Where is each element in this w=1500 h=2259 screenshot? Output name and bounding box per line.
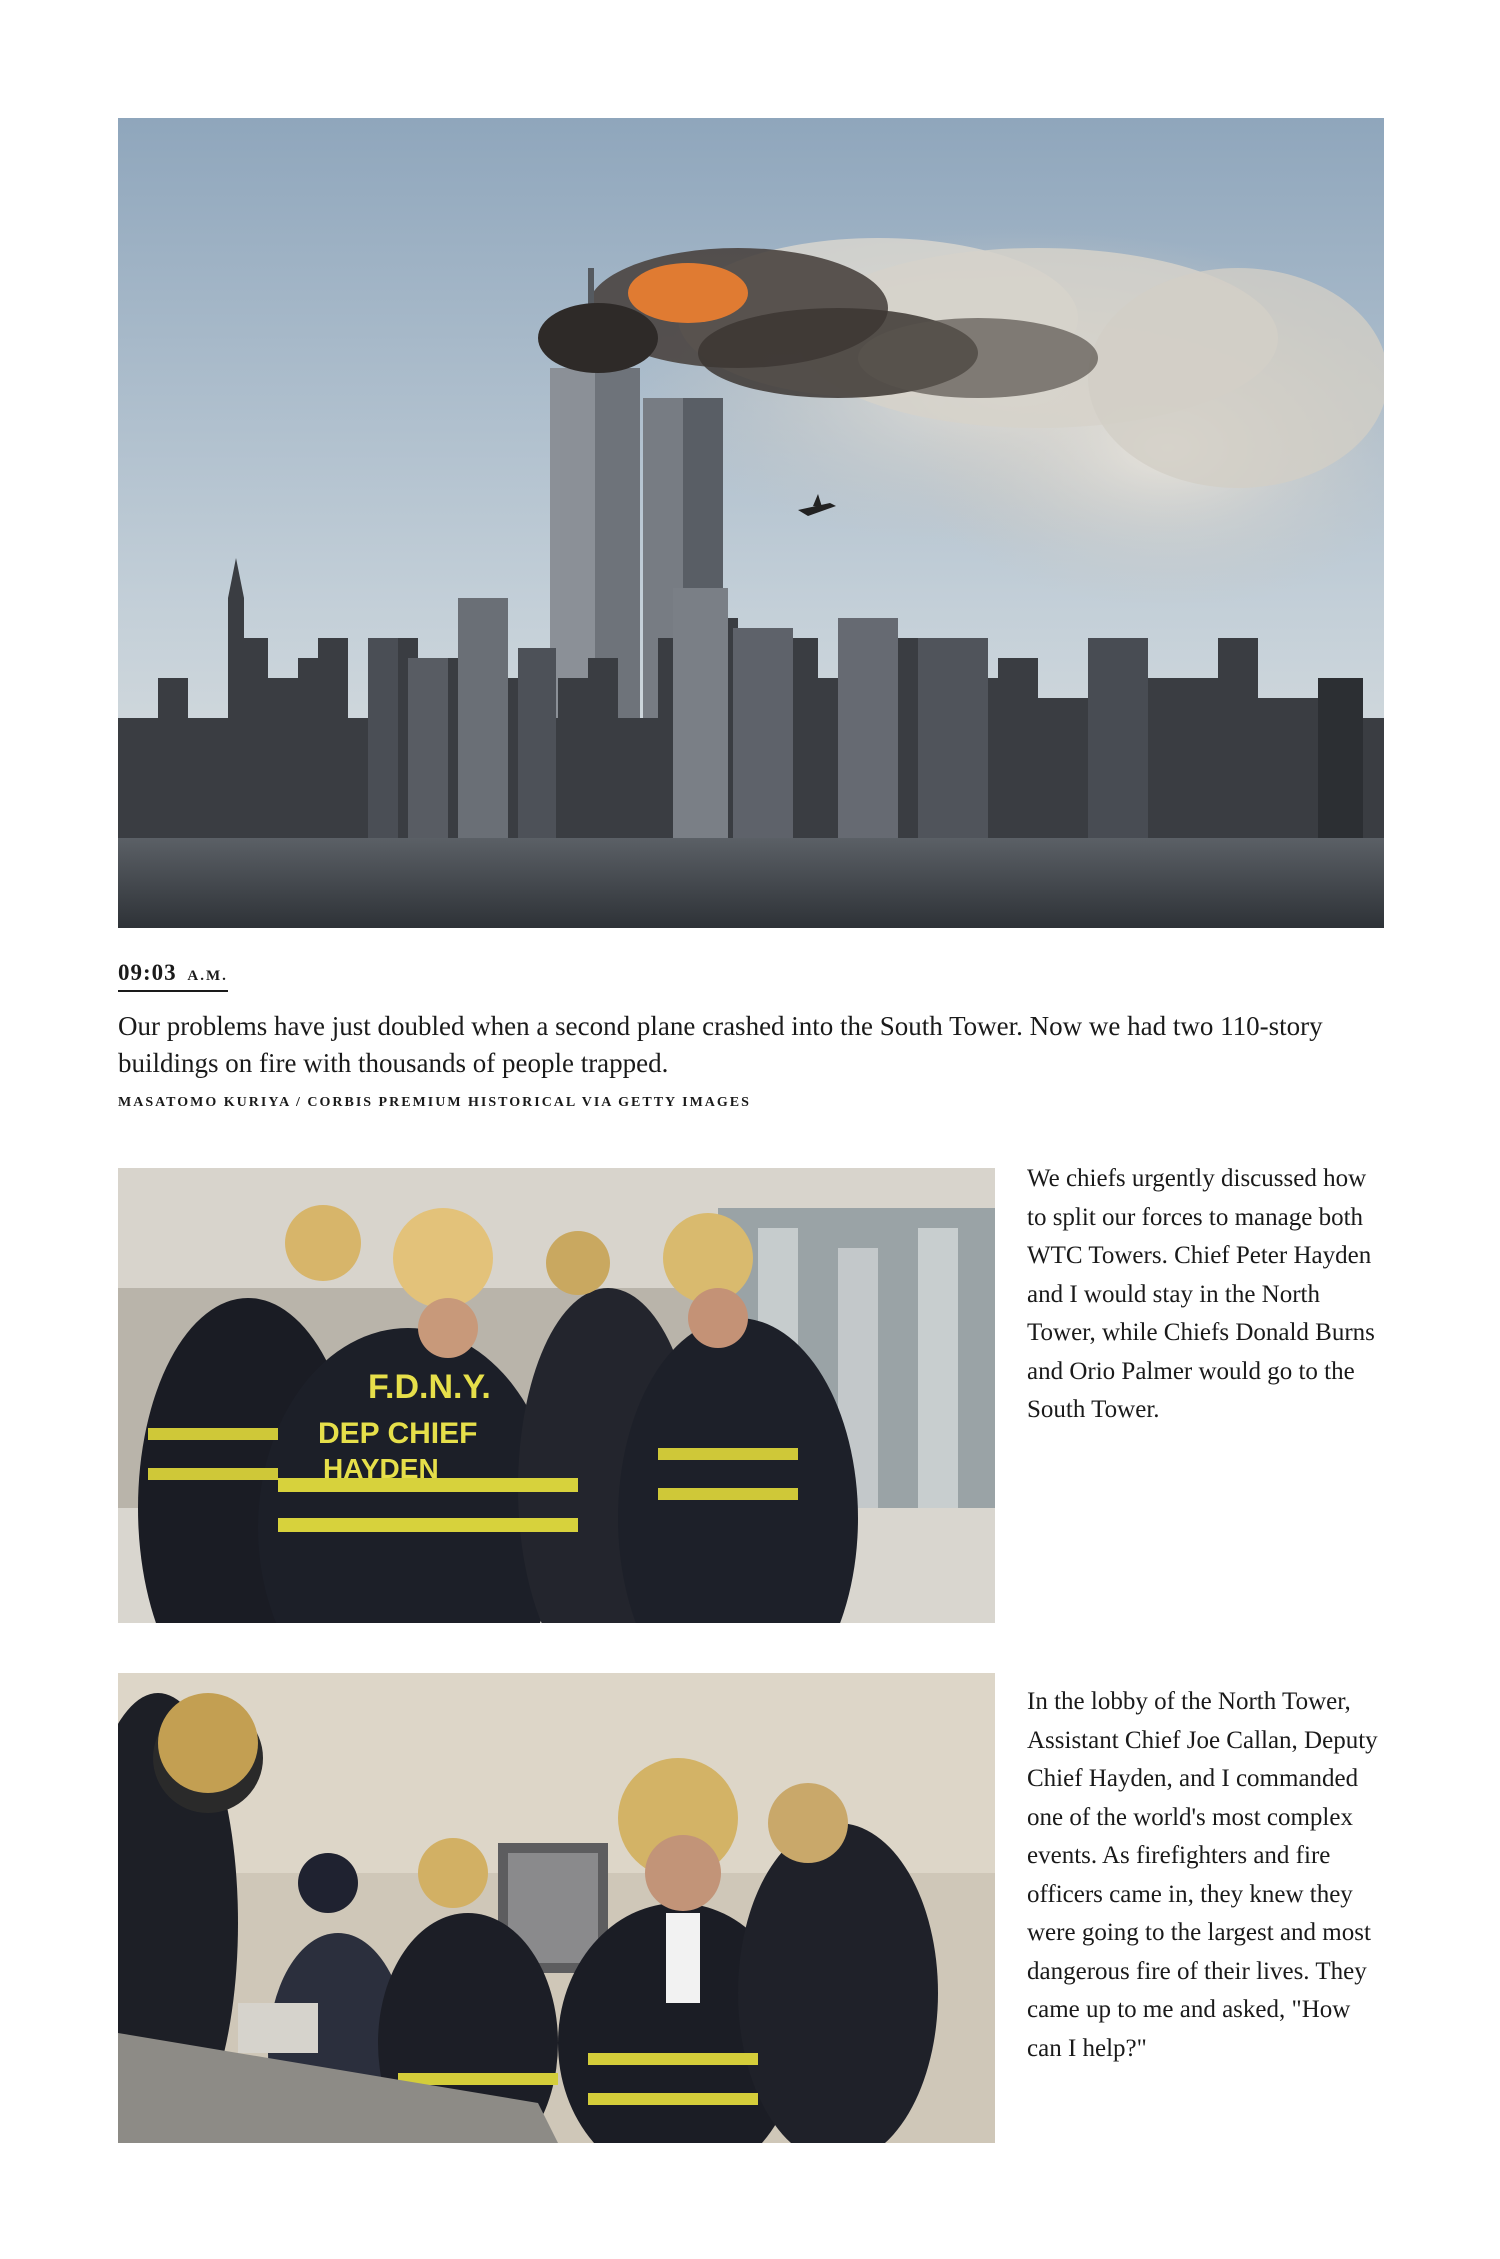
- photo-lobby-command: [118, 1673, 995, 2143]
- photo-chiefs-conferring: [118, 1168, 995, 1623]
- timestamp: [118, 960, 228, 992]
- photo-wtc-skyline: [118, 118, 1384, 928]
- photo-credit: MASATOMO KURIYA / CORBIS PREMIUM HISTORICAL VIA GETTY IMAGES: [118, 1095, 751, 1110]
- chiefs-text: We chiefs urgently discussed how to split our forces to manage both WTC Towers. Chief Peter Hayden and I would stay in the North Tower, while Chiefs Donald Burns and Orio Palmer would go to the South Tower.: [1027, 1165, 1375, 1423]
- timestamp-suffix: A.M.: [187, 968, 228, 984]
- photo-caption: Our problems have just doubled when a second plane crashed into the South Tower. Now we had two 110-story buildings on fire with thousands of people trapped.: [118, 1011, 1323, 1078]
- lobby-text: In the lobby of the North Tower, Assistant Chief Joe Callan, Deputy Chief Hayden, and I commanded one of the world's most complex events. As firefighters and fire officers came in, they knew they were going to the largest and most dangerous fire of their lives. They came up to me and asked, "How can I help?": [1027, 1688, 1378, 2062]
- timestamp-time: 09:03: [118, 960, 177, 985]
- jacket-lettering-3: HAYDEN: [323, 1453, 439, 1484]
- jacket-lettering-1: F.D.N.Y.: [368, 1368, 491, 1406]
- jacket-lettering-2: DEP CHIEF: [318, 1417, 478, 1450]
